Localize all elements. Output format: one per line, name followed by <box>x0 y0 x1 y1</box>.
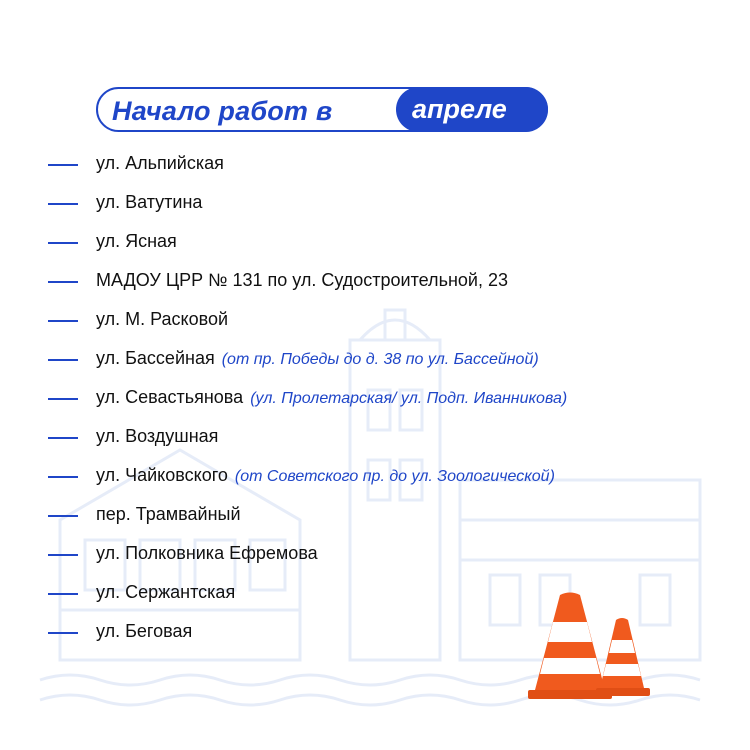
list-item <box>0 540 750 570</box>
dash-bullet <box>48 164 78 166</box>
title-banner <box>96 87 548 132</box>
dash-bullet <box>48 437 78 439</box>
street-label: ул. Севастьянова <box>96 387 244 407</box>
dash-bullet <box>48 476 78 478</box>
traffic-cone-large-icon <box>528 593 612 700</box>
street-label: ул. Чайковского <box>96 465 228 485</box>
list-item <box>0 345 750 375</box>
dash-bullet <box>48 632 78 634</box>
dash-bullet <box>48 242 78 244</box>
list-item <box>0 150 750 180</box>
street-label: ул. Воздушная <box>96 426 219 446</box>
dash-bullet <box>48 203 78 205</box>
traffic-cone-small-icon <box>596 618 650 696</box>
list-item <box>0 267 750 297</box>
dash-bullet <box>48 398 78 400</box>
street-note: (от пр. Победы до д. 38 по ул. Бассейной) <box>221 351 539 368</box>
title-highlight-box <box>396 87 548 132</box>
street-label: ул. М. Расковой <box>96 309 229 329</box>
street-label: ул. Сержантская <box>96 582 236 602</box>
street-label: пер. Трамвайный <box>96 504 241 524</box>
list-item <box>0 501 750 531</box>
traffic-cones-icon <box>520 590 660 705</box>
list-item <box>0 384 750 414</box>
list-item <box>0 423 750 453</box>
list-item <box>0 189 750 219</box>
title-main: Начало работ в <box>112 96 333 126</box>
title-highlight: апреле <box>412 94 507 124</box>
street-label: ул. Бассейная <box>96 348 215 368</box>
street-label: ул. Беговая <box>96 621 193 641</box>
street-note: (от Советского пр. до ул. Зоологической) <box>234 468 555 485</box>
list-item <box>0 306 750 336</box>
dash-bullet <box>48 554 78 556</box>
dash-bullet <box>48 320 78 322</box>
dash-bullet <box>48 359 78 361</box>
dash-bullet <box>48 515 78 517</box>
street-note: (ул. Пролетарская/ ул. Подп. Иванникова) <box>250 390 568 407</box>
list-item <box>0 228 750 258</box>
list-item <box>0 462 750 492</box>
dash-bullet <box>48 281 78 283</box>
street-label: ул. Ясная <box>96 231 177 251</box>
dash-bullet <box>48 593 78 595</box>
street-label: ул. Полковника Ефремова <box>96 543 318 563</box>
street-label: ул. Ватутина <box>96 192 203 212</box>
street-label: ул. Альпийская <box>96 153 224 173</box>
street-label: МАДОУ ЦРР № 131 по ул. Судостроительной, 23 <box>96 270 508 290</box>
